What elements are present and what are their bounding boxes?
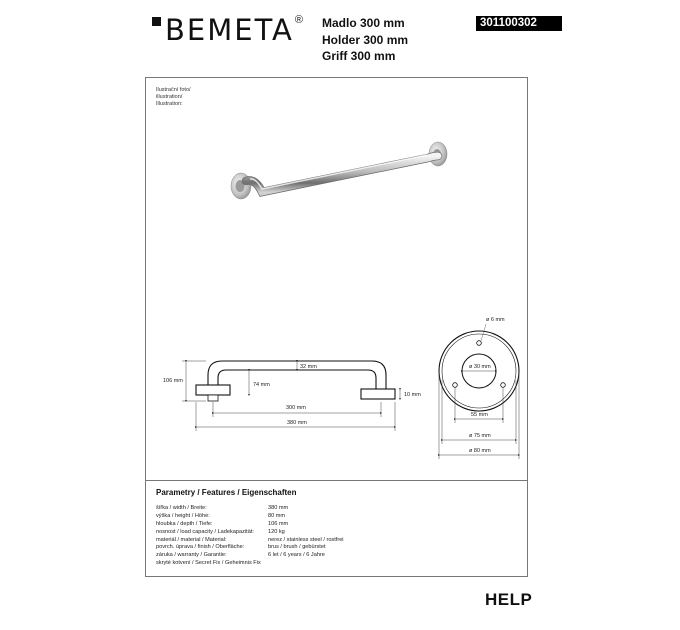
dim-depth-label: 74 mm [253,382,270,388]
param-label: nosnost / load capacity / Ladekapazität: [156,528,254,535]
table-row [156,529,516,537]
table-row [156,537,516,545]
dim-diameter-label: 32 mm [300,364,317,370]
title-en: Holder 300 mm [322,32,409,47]
table-row [156,544,516,552]
param-value: brus / brush / gebürstet [268,544,326,551]
table-row [156,552,516,560]
param-label: výška / height / Höhe: [156,512,210,519]
dim-rosette-label: 10 mm [404,392,421,398]
dim-cover-label: ø 75 mm [469,433,491,439]
param-label: skryté kotvení / Secret Fix / Geheimnis Fix [156,560,261,567]
table-row [156,521,516,529]
param-value: 106 mm [268,520,289,527]
param-value: 120 kg [268,528,285,535]
dim-inner-label: ø 30 mm [469,364,491,370]
param-value: 6 let / 6 years / 6 Jahre [268,552,325,559]
caption-line: Illustration: [156,101,183,107]
title-de: Griff 300 mm [322,49,396,63]
dim-rosette-diameter-label: ø 80 mm [469,448,491,454]
param-label: záruka / warranty / Garantie: [156,552,227,559]
registered-mark: ® [294,14,303,26]
dim-height-label: 106 mm [163,378,183,384]
dim-hole-label: ø 6 mm [486,317,505,323]
title-cz: Madlo 300 mm [322,16,405,30]
table-row [156,513,516,521]
caption-line: Ilustrační foto/ [156,87,191,93]
parameters-title: Parametry / Features / Eigenschaften [156,488,297,497]
param-label: hloubka / depth / Tiefe: [156,520,213,527]
param-label: šířka / width / Breite: [156,505,207,511]
brand-name: BEMETA [165,13,294,47]
dim-spacing-label: 55 mm [471,412,488,418]
side-view-drawing [196,361,395,401]
param-value: nerez / stainless steel / rostfrei [268,536,344,543]
param-label: materiál / material / Material: [156,536,227,543]
table-row [156,560,516,568]
dim-centers-label: 300 mm [286,405,306,411]
caption-line: illustration/ [156,94,183,100]
grab-bar-photo [231,142,447,199]
param-label: povrch. úprava / finish / Oberfläche: [156,544,245,551]
table-row [156,505,516,513]
product-code: 301100302 [476,16,562,31]
dim-length-label: 380 mm [287,420,307,426]
series-name: HELP [485,590,533,609]
param-value: 80 mm [268,512,286,519]
param-value: 380 mm [268,505,289,511]
parameters-table [156,505,516,568]
